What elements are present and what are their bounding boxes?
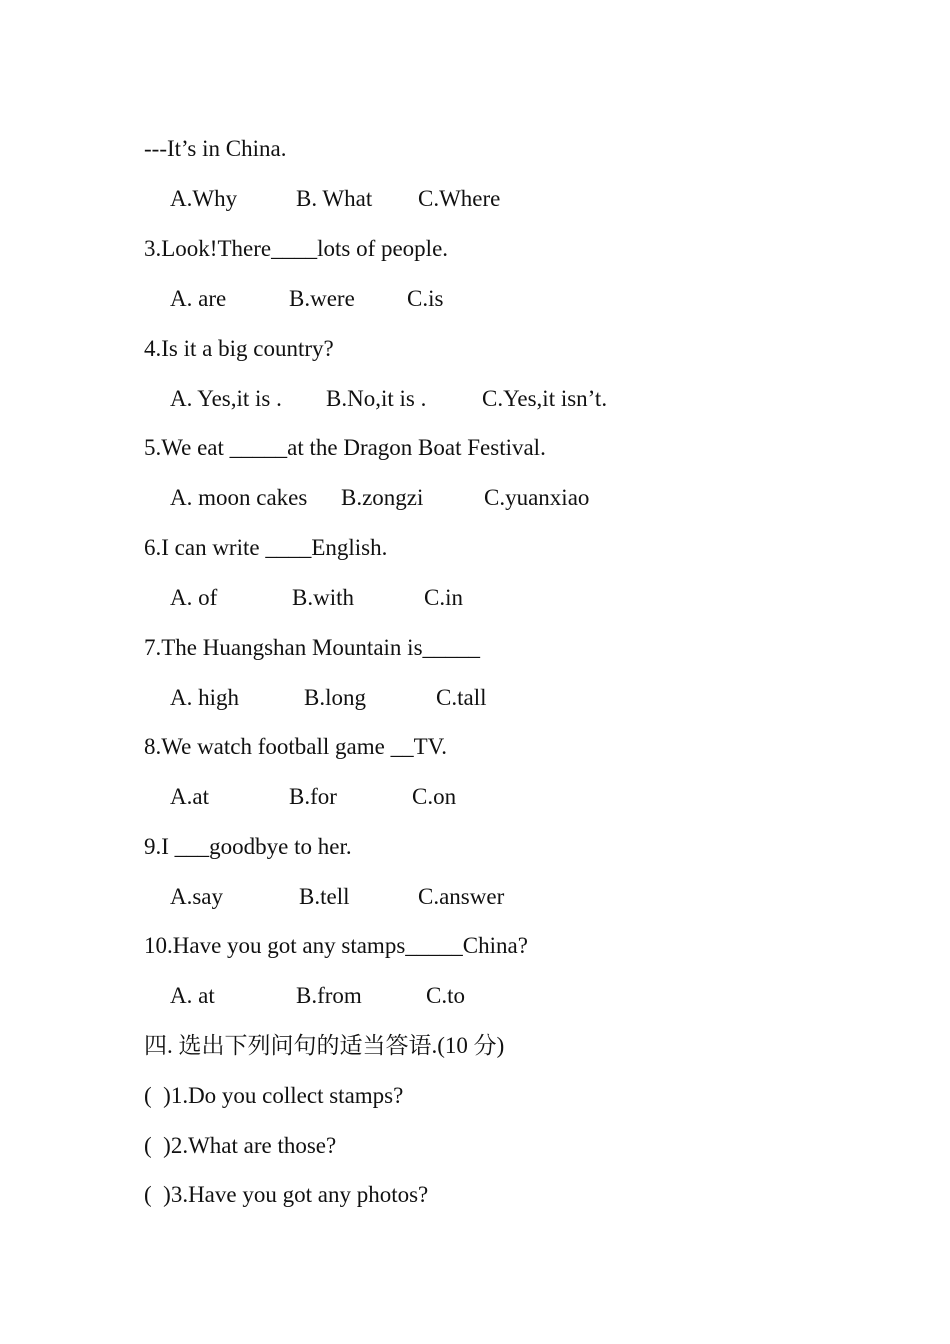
q8-option-a: A.at (170, 784, 209, 809)
answer-line: ---It’s in China. (144, 136, 287, 161)
q4-option-b: B.No,it is . (326, 386, 427, 411)
question-4: 4.Is it a big country? (144, 336, 334, 361)
q6-option-a: A. of (170, 585, 218, 610)
section-4-item-3: ( )3.Have you got any photos? (144, 1182, 429, 1207)
q9-option-a: A.say (170, 884, 224, 909)
section-4-item-1: ( )1.Do you collect stamps? (144, 1083, 404, 1108)
q10-option-a: A. at (170, 983, 215, 1008)
question-7: 7.The Huangshan Mountain is_____ (144, 635, 481, 660)
question-5: 5.We eat _____at the Dragon Boat Festival. (144, 435, 546, 460)
q4-option-c: C.Yes,it isn’t. (482, 386, 608, 411)
q8-option-b: B.for (289, 784, 337, 809)
q7-option-a: A. high (170, 685, 239, 710)
q5-option-b: B.zongzi (341, 485, 424, 510)
question-9: 9.I ___goodbye to her. (144, 834, 352, 859)
q2-option-c: C.Where (418, 186, 501, 211)
q6-option-b: B.with (292, 585, 354, 610)
q6-option-c: C.in (424, 585, 463, 610)
q9-option-c: C.answer (418, 884, 505, 909)
section-4-heading: 四. 选出下列问句的适当答语.(10 分) (144, 1033, 505, 1058)
q3-option-b: B.were (289, 286, 355, 311)
q3-option-c: C.is (407, 286, 444, 311)
q2-option-b: B. What (296, 186, 373, 211)
q5-option-a: A. moon cakes (170, 485, 308, 510)
q10-option-c: C.to (426, 983, 465, 1008)
q10-option-b: B.from (296, 983, 362, 1008)
question-8: 8.We watch football game __TV. (144, 734, 448, 759)
q5-option-c: C.yuanxiao (484, 485, 590, 510)
q7-option-c: C.tall (436, 685, 487, 710)
question-10: 10.Have you got any stamps_____China? (144, 933, 528, 958)
question-6: 6.I can write ____English. (144, 535, 388, 560)
q7-option-b: B.long (304, 685, 366, 710)
question-3: 3.Look!There____lots of people. (144, 236, 449, 261)
q2-option-a: A.Why (170, 186, 238, 211)
section-4-item-2: ( )2.What are those? (144, 1133, 337, 1158)
q9-option-b: B.tell (299, 884, 350, 909)
q8-option-c: C.on (412, 784, 457, 809)
q3-option-a: A. are (170, 286, 227, 311)
q4-option-a: A. Yes,it is . (170, 386, 282, 411)
